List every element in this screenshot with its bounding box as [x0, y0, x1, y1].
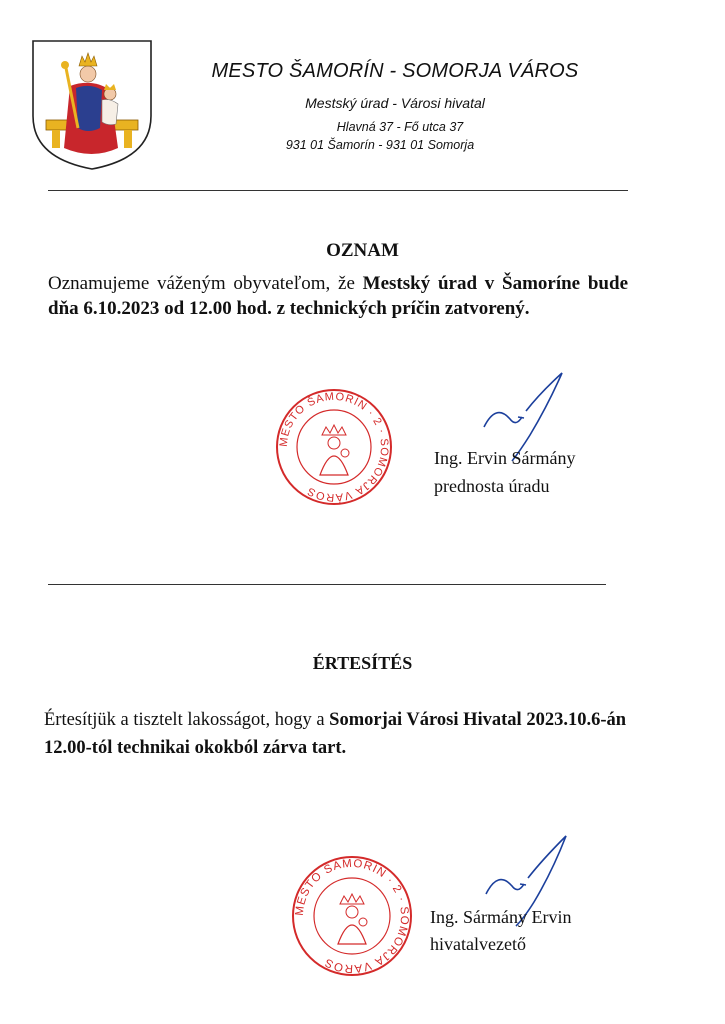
address-street: Hlavná 37 - Fő utca 37	[336, 120, 464, 134]
signatory-name-hu: Ing. Sármány Ervin	[430, 907, 572, 927]
section-divider	[48, 584, 606, 585]
city-name-heading: MESTO ŠAMORÍN - SOMORJA VÁROS	[211, 60, 579, 82]
coat-of-arms-logo	[30, 38, 154, 172]
notice-body-sk-bold: Mestský úrad v Šamoríne bude dňa 6.10.2023 od 12.00 hod. z technických príčin zatvorený.	[48, 273, 628, 319]
notice-body-hu-bold: Somorjai Városi Hivatal 2023.10.6-án 12.00-tól technikai okokból zárva tart.	[44, 710, 627, 758]
notice-body-hu-plain: Értesítjük a tisztelt lakosságot, hogy a	[44, 710, 330, 730]
official-stamp	[274, 387, 394, 507]
notice-heading-hu: ÉRTESÍTÉS	[312, 653, 413, 673]
notice-body-hu	[44, 706, 644, 762]
address-city: 931 01 Šamorín - 931 01 Somorja	[285, 138, 475, 152]
stamp-text-2: MESTO ŠAMORÍN · 2 · SOMORJA VÁROS	[293, 857, 411, 975]
header-divider	[48, 190, 628, 191]
signatory-title-sk: prednosta úradu	[434, 476, 550, 496]
notice-body-sk	[48, 271, 628, 321]
signatory-title-hu: hivatalvezető	[430, 934, 526, 954]
official-stamp-2	[290, 854, 414, 978]
notice-heading-sk: OZNAM	[326, 240, 399, 261]
notice-body-sk-plain: Oznamujeme váženým obyvateľom, že	[48, 273, 363, 294]
stamp-text: MESTO ŠAMORÍN · 2 · SOMORJA VÁROS	[277, 390, 391, 504]
signatory-name-sk: Ing. Ervin Sármány	[434, 448, 576, 468]
office-name: Mestský úrad - Városi hivatal	[305, 95, 485, 111]
